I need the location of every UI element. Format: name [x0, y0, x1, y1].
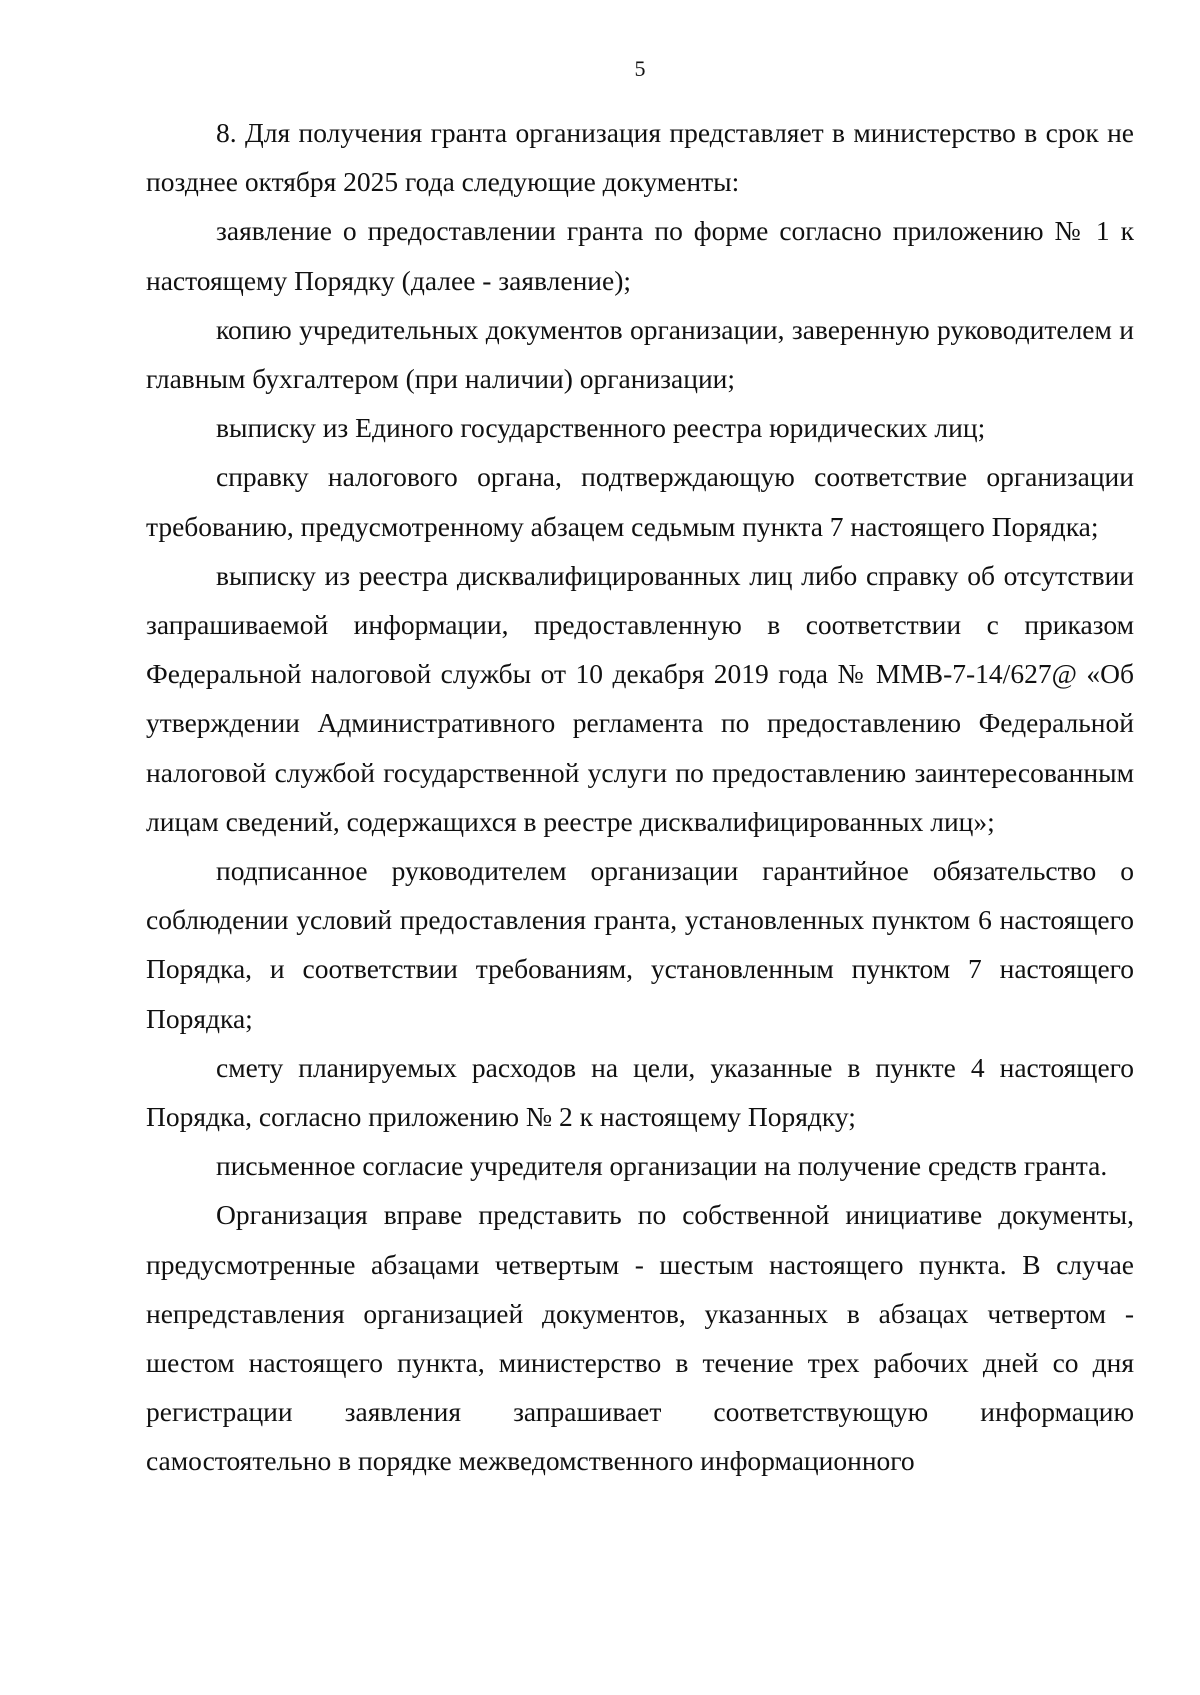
paragraph-item-8-intro: 8. Для получения гранта организация представляет в министерство в срок не позднее октября 2025 года следующие документы: [146, 117, 1134, 198]
paragraph-founder-consent: письменное согласие учредителя организации на получение средств гранта. [216, 1150, 1108, 1182]
paragraph-disqualified-persons: выписку из реестра дисквалифицированных лиц либо справку об отсутствии запрашиваемой информации, предоставленную в соответствии с приказом Федеральной налоговой службы от 10 декабря 2019 года № ММВ-7-14/627@ «Об утверждении Административного регламента по предоставлению Федеральной налоговой службой государственной услуги по предоставлению заинтересованным лицам сведений, содержащихся в реестре дисквалифицированных лиц»; [146, 559, 1134, 837]
paragraph-application: заявление о предоставлении гранта по форме согласно приложению № 1 к настоящему Порядку (далее - заявление); [146, 215, 1134, 296]
paragraph-founding-documents: копию учредительных документов организации, заверенную руководителем и главным бухгалтером (при наличии) организации; [146, 313, 1134, 395]
page-number: 5 [634, 56, 646, 81]
paragraph-register-extract: выписку из Единого государственного реестра юридических лиц; [216, 412, 986, 444]
paragraph-expense-estimate: смету планируемых расходов на цели, указанные в пункте 4 настоящего Порядка, согласно приложению № 2 к настоящему Порядку; [146, 1051, 1134, 1133]
paragraph-guarantee-obligation: подписанное руководителем организации гарантийное обязательство о соблюдении условий предоставления гранта, установленных пунктом 6 настоящего Порядка, и соответствии требованиям, установленным пунктом 7 настоящего Порядка; [146, 855, 1134, 1034]
paragraph-tax-certificate: справку налогового органа, подтверждающую соответствие организации требованию, предусмотренному абзацем седьмым пункта 7 настоящего Порядка; [146, 461, 1134, 542]
document-body [146, 108, 1134, 1486]
paragraph-own-initiative: Организация вправе представить по собственной инициативе документы, предусмотренные абзацами четвертым - шестым настоящего пункта. В случае непредставления организацией документов, указанных в абзацах четвертом - шестом настоящего пункта, министерство в течение трех рабочих дней со дня регистрации заявления запрашивает соответствующую информацию самостоятельно в порядке межведомственного информационного [146, 1199, 1134, 1477]
